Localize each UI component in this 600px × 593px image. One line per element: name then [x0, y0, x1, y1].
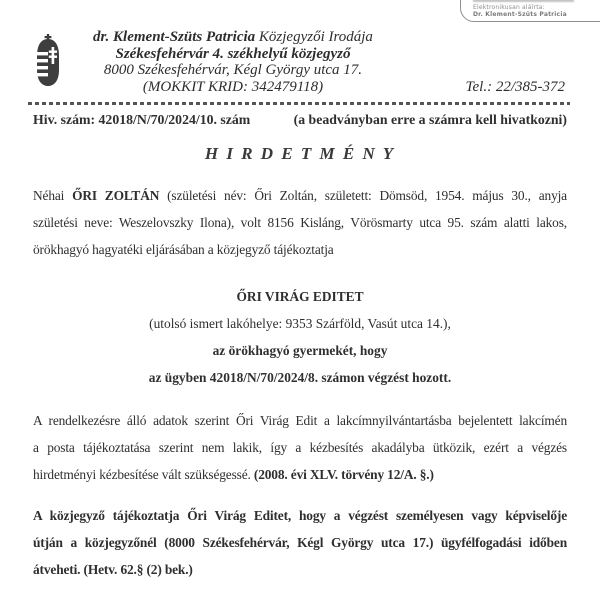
paragraph-line: A rendelkezésre álló adatok szerint Őri Virág Edit a lakcímnyilvántartásba bejelentett lakcímén [33, 413, 567, 428]
text-run: (születési név: Őri Zoltán, született: Dömsöd, 1954. május 30., anyja [159, 188, 567, 203]
addressee-block [0, 283, 600, 391]
paragraph-line: örökhagyó hagyatéki eljárásában a közjegyző tájékoztatja [33, 242, 334, 257]
stamp-signed-label: Elektronikusan aláírta: [473, 4, 545, 11]
addressee-relation: az örökhagyó gyermekét, hogy [212, 343, 388, 358]
document-title: H I R D E T M É N Y [204, 144, 396, 163]
text-run: Néhai [33, 188, 73, 203]
office-krid: (MOKKIT KRID: 342479118) [142, 78, 324, 95]
paragraph-receipt-info [33, 502, 567, 583]
addressee-name: ŐRI VIRÁG EDITET [236, 289, 364, 304]
decision-statement: az ügyben 42018/N/70/2024/8. számon végzést hozott. [148, 370, 452, 385]
paragraph-line: A közjegyző tájékoztatja Őri Virág Editet, hogy a végzést személyesen vagy képviselője [33, 508, 567, 523]
addressee-last-known-address: (utolsó ismert lakóhelye: 9353 Szárföld, Vasút utca 14.), [149, 316, 451, 331]
stamp-signer-name: Dr. Klement-Szüts Patricia [473, 11, 567, 18]
law-reference: (2008. évi XLV. törvény 12/A. §.) [253, 467, 434, 482]
electronic-signature-stamp [460, 0, 600, 22]
notary-name: dr. Klement-Szüts Patricia [93, 29, 256, 45]
text-run: hirdetményi kézbesítése vált szükségessé. [33, 467, 254, 482]
paragraph-line: születési neve: Weszelovszky Ilona), volt 8156 Kisláng, Vörösmarty utca 95. szám alatti lakos, [33, 215, 567, 230]
phone-number: Tel.: 22/385-372 [465, 79, 565, 95]
deceased-name: ŐRI ZOLTÁN [72, 188, 160, 203]
paragraph-deceased [33, 182, 567, 263]
office-address: 8000 Székesfehérvár, Kégl György utca 17. [103, 62, 363, 78]
paragraph-line: a posta tájékoztatása szerint nem lakik, így a kézbesítés akadályba ütközik, ezért a végzés [33, 440, 567, 455]
paragraph-line [33, 461, 567, 488]
reference-line [33, 111, 567, 129]
paragraph-delivery-failure [33, 407, 567, 488]
paragraph-line [33, 182, 567, 209]
dashed-separator [28, 102, 570, 105]
stamp-cutoff-text-line [473, 0, 574, 2]
letterhead [58, 29, 408, 95]
reference-note: (a beadványban erre a számra kell hivatkozni) [293, 112, 567, 127]
office-suffix: Közjegyzői Irodája [255, 29, 373, 45]
reference-number: Hiv. szám: 42018/N/70/2024/10. szám [33, 112, 251, 127]
paragraph-line: útján a közjegyzőnél (8000 Székesfehérvár, Kégl György utca 17.) ügyfélfogadási időben [33, 535, 567, 550]
office-role: Székesfehérvár 4. székhelyű közjegyző [115, 45, 351, 62]
paragraph-line: átveheti. (Hetv. 62.§ (2) bek.) [33, 562, 193, 577]
office-name-line [58, 29, 408, 46]
